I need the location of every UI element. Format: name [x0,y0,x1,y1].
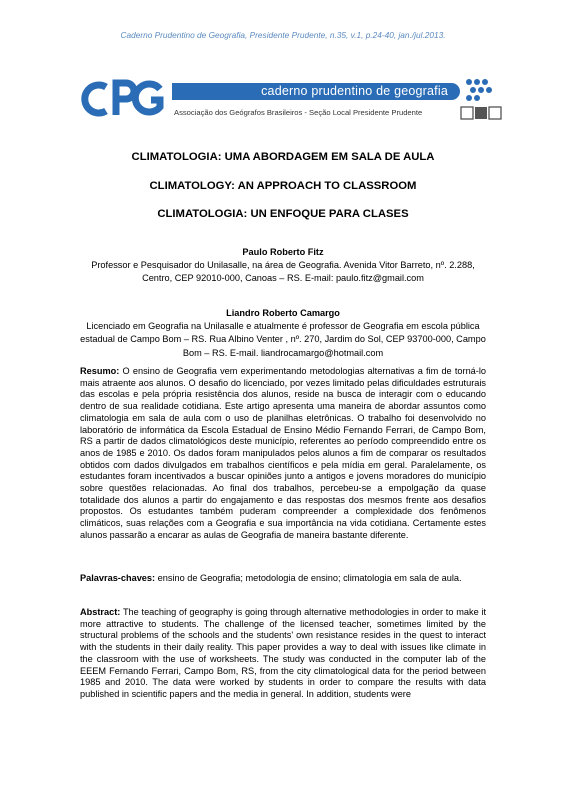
abstract-label: Abstract: [80,607,121,617]
title-english: CLIMATOLOGY: AN APPROACH TO CLASSROOM [149,180,417,192]
abstract-text: The teaching of geography is going through alternative methodologies in order to make it more attractive to students. The challenge of the licensed teacher, sometimes limited by the structural problems of the schools and the students' own resistance resides in the quest to interact with the students in their daily reality. This paper provides a way to deal with issues like climate in the classroom with the use of worksheets. The study was conducted in the computer lab of the EEEM Fernando Ferrari, Campo Bom, RS, from the city climatological data for the period between 1985 and 2010. The data were worked by students in order to compare the results with data published in scientific papers and the media in general. In addition, students were [80,607,487,699]
journal-reference: Caderno Prudentino de Geografia, Presidente Prudente, n.35, v.1, p.24-40, jan./jul.2013. [120,30,446,40]
resumo-label: Resumo: [80,366,120,376]
journal-title: caderno prudentino de geografia [261,84,448,98]
journal-title-bar [172,83,460,100]
author-name: Liandro Roberto Camargo [226,308,340,318]
author-affiliation: Licenciado em Geografia na Unilasalle e atualmente é professor de Geografia em escola pública estadual de Campo Bom – RS. Rua Albino Venter , nº. 270, Jardim do Sol, CEP 93700-000, Campo Bom – RS. E-mail. liandrocamargo@hotmail.com [80,321,486,358]
author-affiliation: Professor e Pesquisador do Unilasalle, na área de Geografia. Avenida Vitor Barreto, nº. 2.288, Centro, CEP 92010-000, Canoas – RS. E-mail: paulo.fitz@gmail.com [91,260,475,284]
agb-logo-icon [460,104,504,122]
title-spanish: CLIMATOLOGIA: UN ENFOQUE PARA CLASES [157,208,409,220]
abstract-paragraph [80,607,486,701]
cpg-logo [80,77,166,121]
author-name: Paulo Roberto Fitz [242,247,324,257]
resumo-paragraph [80,366,486,542]
keywords-text: ensino de Geografia; metodologia de ensino; climatologia em sala de aula. [157,573,462,583]
association-name: Associação dos Geógrafos Brasileiros - Seção Local Presidente Prudente [174,108,423,117]
title-portuguese: CLIMATOLOGIA: UMA ABORDAGEM EM SALA DE AULA [131,151,435,163]
journal-banner [80,70,500,128]
keywords-paragraph [80,573,486,585]
dots-decoration-icon [464,77,494,105]
keywords-label: Palavras-chaves: [80,573,156,583]
resumo-text: O ensino de Geografia vem experimentando metodologias alternativas a fim de torná-lo mais atraente aos alunos. O desafio do licenciado, por vezes limitado pelas dificuldades estruturais das escolas e pela própria resistência dos alunos, reside na busca de interagir com o educando dentro de sua realidade cotidiana. Este artigo apresenta uma maneira de abordar assuntos como climatologia em sala de aula com o uso de planilhas eletrônicas. O trabalho foi desenvolvido no laboratório de informática da Escola Estadual de Ensino Médio Fernando Ferrari, de Campo Bom, RS a partir de dados climatológicos deste município, referentes ao período compreendido entre os anos de 1985 e 2010. Os dados foram manipulados pelos alunos a fim de comparar os resultados obtidos com dados divulgados em trabalhos científicos e pela mídia em geral. Paralelamente, os estudantes foram incentivados a buscar opiniões junto a antigos e jovens moradores do município sobre questões relacionadas. Ao final dos trabalhos, percebeu-se a empolgação da quase totalidade dos alunos a partir do engajamento e das respostas dos mesmos frente aos desafios propostos. Os estudantes também puderam compreender a complexidade dos fenômenos climáticos, suas relações com a Geografia e sua importância na vida cotidiana. Certamente estes alunos passarão a encarar as aulas de Geografia de maneira bastante diferente. [80,366,487,540]
